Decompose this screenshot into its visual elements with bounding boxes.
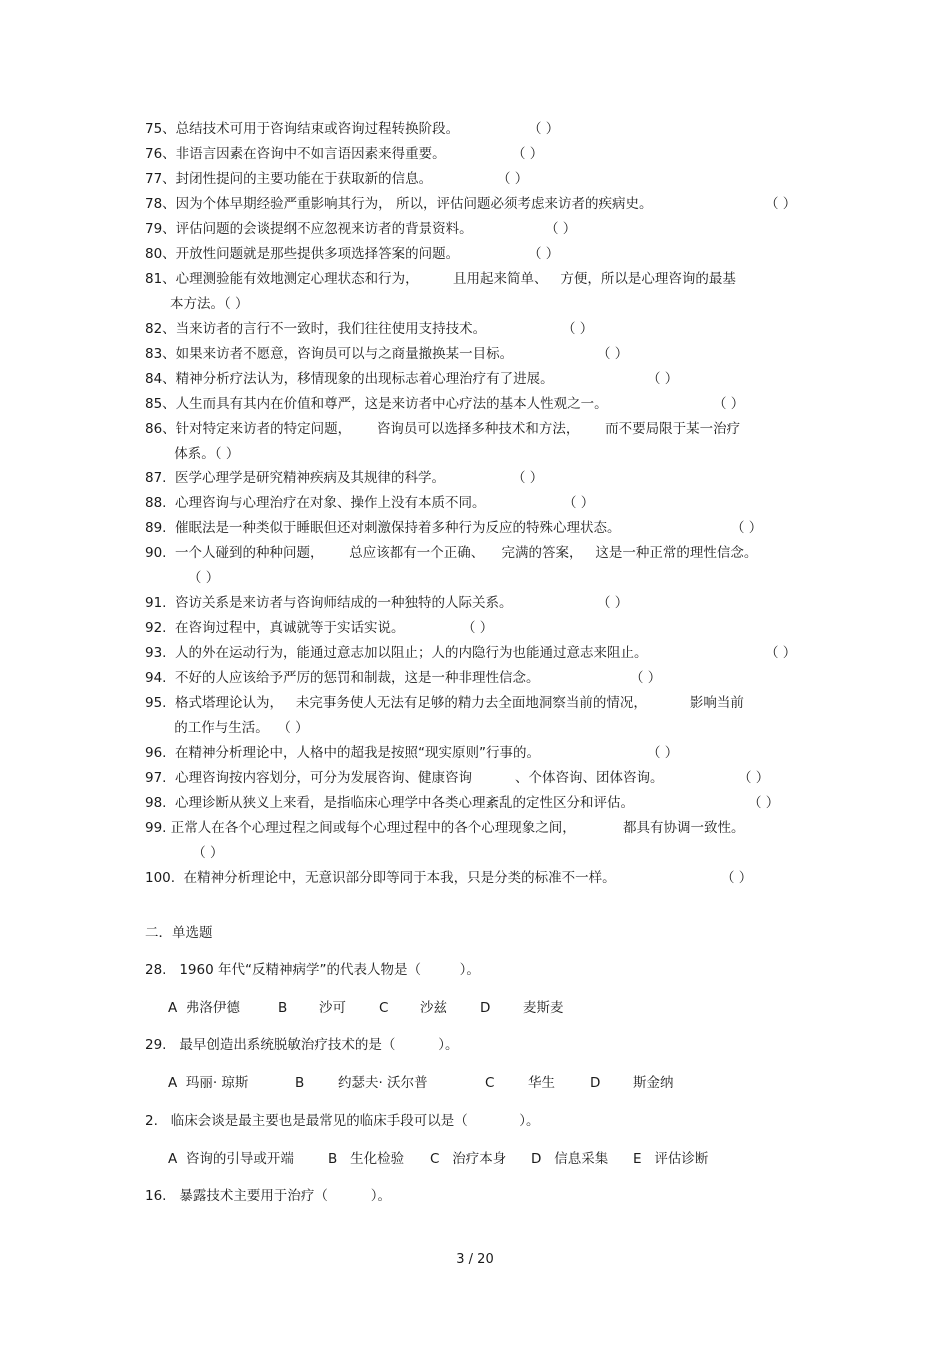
answer-paren: （ ）: [721, 870, 753, 886]
answer-paren: （ ）: [528, 121, 560, 137]
option-c-text: 沙兹: [420, 1000, 447, 1016]
choice-question-stem: 16. 暴露技术主要用于治疗（ ）。: [145, 1188, 392, 1204]
answer-paren: （ ）: [647, 745, 679, 761]
option-d-letter: D: [590, 1075, 601, 1091]
tf-question: 92. 在咨询过程中，真诚就等于实话实说。: [145, 620, 405, 636]
answer-paren: （ ）: [597, 595, 629, 611]
tf-question: 100. 在精神分析理论中，无意识部分即等同于本我，只是分类的标准不一样。: [145, 870, 616, 886]
tf-question: 76、非语言因素在咨询中不如言语因素来得重要。: [145, 146, 446, 162]
answer-paren: （ ）: [597, 346, 629, 362]
answer-paren: （ ）: [630, 670, 662, 686]
tf-question-continuation: （ ）: [145, 570, 220, 586]
option-a: A 咨询的引导或开端: [168, 1151, 294, 1167]
tf-question-continuation: 的工作与生活。 （ ）: [170, 720, 309, 736]
tf-question-continuation: （ ）: [145, 845, 224, 861]
option-d-letter: D: [480, 1000, 491, 1016]
tf-question: 83、如果来访者不愿意，咨询员可以与之商量撤换某一目标。: [145, 346, 514, 362]
option-c-letter: C: [379, 1000, 389, 1016]
answer-paren: （ ）: [512, 470, 544, 486]
tf-question: 96. 在精神分析理论中，人格中的超我是按照“现实原则”行事的。: [145, 745, 541, 761]
tf-question: 86、针对特定来访者的特定问题， 咨询员可以选择多种技术和方法， 而不要局限于某一治疗: [145, 421, 741, 437]
tf-question: 95. 格式塔理论认为， 未完事务使人无法有足够的精力去全面地洞察当前的情况， 影响当前: [145, 695, 744, 711]
option-c-letter: C: [485, 1075, 495, 1091]
tf-question: 88. 心理咨询与心理治疗在对象、操作上没有本质不同。: [145, 495, 486, 511]
tf-question-continuation: 体系。（ ）: [170, 446, 240, 462]
tf-question: 77、封闭性提问的主要功能在于获取新的信息。: [145, 171, 433, 187]
option-a: A 弗洛伊德: [168, 1000, 240, 1016]
tf-question: 94. 不好的人应该给予严厉的惩罚和制裁，这是一种非理性信念。: [145, 670, 540, 686]
option-d-text: 麦斯麦: [523, 1000, 564, 1016]
answer-paren: （ ）: [748, 795, 780, 811]
tf-question: 82、当来访者的言行不一致时，我们往往使用支持技术。: [145, 321, 487, 337]
tf-question: 89. 催眠法是一种类似于睡眠但还对刺激保持着多种行为反应的特殊心理状态。: [145, 520, 621, 536]
answer-paren: （ ）: [731, 520, 763, 536]
option-d: D 信息采集: [531, 1151, 609, 1167]
tf-question: 98. 心理诊断从狭义上来看，是指临床心理学中各类心理紊乱的定性区分和评估。: [145, 795, 635, 811]
tf-question: 91. 咨访关系是来访者与咨询师结成的一种独特的人际关系。: [145, 595, 513, 611]
section-heading: 二．单选题: [145, 925, 213, 941]
option-b-letter: B: [295, 1075, 305, 1091]
answer-paren: （ ）: [462, 620, 494, 636]
choice-question-stem: 28. 1960 年代“反精神病学”的代表人物是（ ）。: [145, 962, 480, 978]
option-e: E 评估诊断: [633, 1151, 709, 1167]
option-c: C 治疗本身: [430, 1151, 507, 1167]
option-b-text: 约瑟夫· 沃尔普: [338, 1075, 428, 1091]
tf-question: 78、因为个体早期经验严重影响其行为， 所以，评估问题必须考虑来访者的疾病史。: [145, 196, 653, 212]
choice-question-stem: 29. 最早创造出系统脱敏治疗技术的是（ ）。: [145, 1037, 459, 1053]
answer-paren: （ ）: [738, 770, 770, 786]
answer-paren: （ ）: [497, 171, 529, 187]
option-b-text: 沙可: [319, 1000, 346, 1016]
option-a: A 玛丽· 琼斯: [168, 1075, 249, 1091]
tf-question-continuation: 本方法。（ ）: [170, 296, 249, 312]
tf-question: 99. 正常人在各个心理过程之间或每个心理过程中的各个心理现象之间， 都具有协调一致性。: [145, 820, 745, 836]
answer-paren: （ ）: [545, 221, 577, 237]
answer-paren: （ ）: [563, 495, 595, 511]
option-b-letter: B: [278, 1000, 288, 1016]
tf-question: 85、人生而具有其内在价值和尊严，这是来访者中心疗法的基本人性观之一。: [145, 396, 608, 412]
tf-question: 81、心理测验能有效地测定心理状态和行为， 且用起来简单、 方便，所以是心理咨询的最基: [145, 271, 736, 287]
tf-question: 80、开放性问题就是那些提供多项选择答案的问题。: [145, 246, 460, 262]
tf-question: 79、评估问题的会谈提纲不应忽视来访者的背景资料。: [145, 221, 473, 237]
answer-paren: （ ）: [765, 645, 797, 661]
choice-question-stem: 2. 临床会谈是最主要也是最常见的临床手段可以是（ ）。: [145, 1113, 540, 1129]
tf-question: 97. 心理咨询按内容划分，可分为发展咨询、健康咨询 、个体咨询、团体咨询。: [145, 770, 664, 786]
tf-question: 84、精神分析疗法认为，移情现象的出现标志着心理治疗有了进展。: [145, 371, 554, 387]
answer-paren: （ ）: [528, 246, 560, 262]
answer-paren: （ ）: [713, 396, 745, 412]
option-b: B 生化检验: [328, 1151, 405, 1167]
tf-question: 90. 一个人碰到的种种问题， 总应该都有一个正确、 完满的答案， 这是一种正常的理性信念。: [145, 545, 758, 561]
tf-question: 93. 人的外在运动行为，能通过意志加以阻止；人的内隐行为也能通过意志来阻止。: [145, 645, 648, 661]
tf-question: 87. 医学心理学是研究精神疾病及其规律的科学。: [145, 470, 446, 486]
tf-question: 75、总结技术可用于咨询结束或咨询过程转换阶段。: [145, 121, 460, 137]
answer-paren: （ ）: [512, 146, 544, 162]
option-c-text: 华生: [528, 1075, 555, 1091]
option-d-text: 斯金纳: [633, 1075, 674, 1091]
answer-paren: （ ）: [647, 371, 679, 387]
page-number: 3 / 20: [456, 1252, 494, 1267]
answer-paren: （ ）: [765, 196, 797, 212]
answer-paren: （ ）: [562, 321, 594, 337]
